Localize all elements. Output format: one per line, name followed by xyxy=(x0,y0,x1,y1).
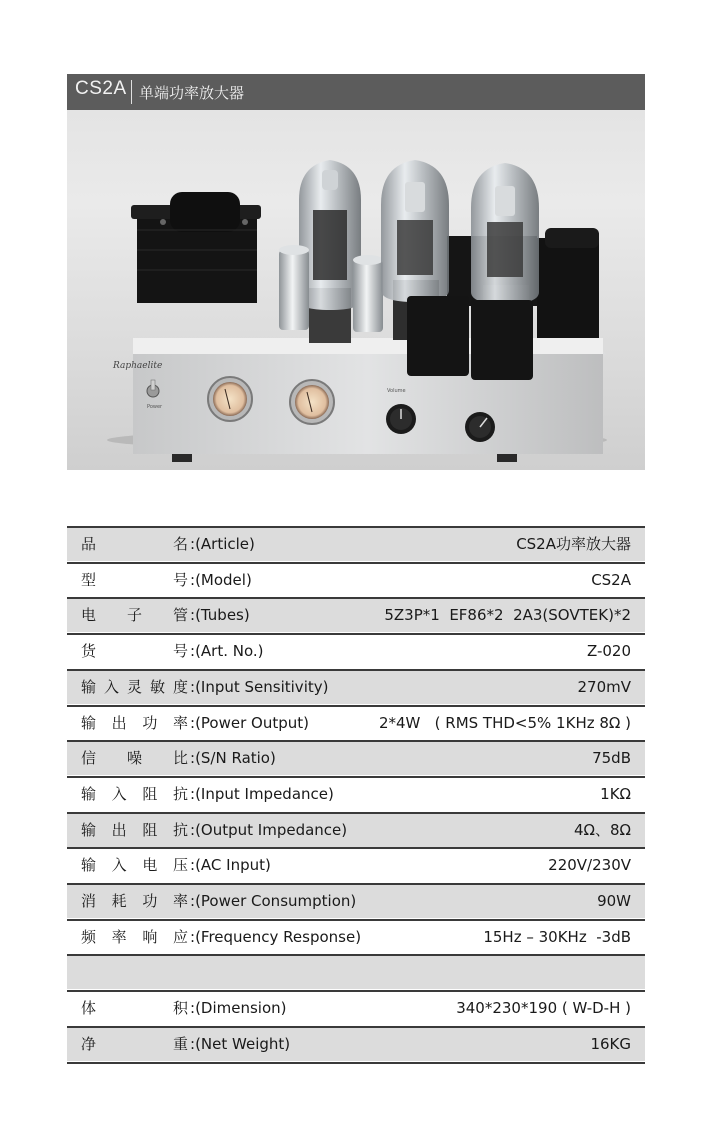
spec-row xyxy=(67,528,645,561)
spec-label-char: 率 xyxy=(172,892,188,910)
spec-label-cn xyxy=(81,707,188,740)
spec-label-en xyxy=(190,671,328,704)
output-transformer-left xyxy=(407,296,469,376)
spec-row xyxy=(67,599,645,632)
spec-row xyxy=(67,742,645,775)
spec-label-char: 体 xyxy=(81,999,97,1017)
spec-label-char: 抗 xyxy=(172,821,188,839)
spec-label-char: 率 xyxy=(111,928,127,946)
spec-label-en xyxy=(190,742,276,775)
spec-value: 220V/230V xyxy=(548,856,631,874)
vu-meter-left xyxy=(208,377,252,421)
spec-label-en-text: (S/N Ratio) xyxy=(195,749,276,767)
spec-label-en xyxy=(190,564,252,597)
spec-label-char: 输 xyxy=(81,856,97,874)
spec-value: 270mV xyxy=(577,678,631,696)
spec-label-char: 型 xyxy=(81,571,97,589)
spec-label-char: 子 xyxy=(126,606,142,624)
spec-label-en xyxy=(190,707,309,740)
spec-value: CS2A功率放大器 xyxy=(516,535,631,553)
spec-value: 5Z3P*1 EF86*2 2A3(SOVTEK)*2 xyxy=(384,606,631,624)
label-colon: : xyxy=(190,642,196,660)
spec-row xyxy=(67,1064,645,1097)
spec-label-char: 阻 xyxy=(142,821,158,839)
spec-label-cn xyxy=(81,849,188,882)
spec-label-char: 名 xyxy=(172,535,188,553)
spec-label-cn xyxy=(81,742,188,775)
spec-label-cn xyxy=(81,921,188,954)
input-tube-shield-left xyxy=(279,245,309,330)
spec-label-en xyxy=(190,885,356,918)
spec-label-char: 入 xyxy=(111,785,127,803)
spec-label-char: 率 xyxy=(172,714,188,732)
label-colon: : xyxy=(190,571,196,589)
spec-label-en xyxy=(190,814,347,847)
spec-label-en-text: (AC Input) xyxy=(195,856,271,874)
spec-label-char: 入 xyxy=(103,678,119,696)
spec-label-cn xyxy=(81,528,188,561)
spec-label-en-text: (Net Weight) xyxy=(195,1035,291,1053)
label-colon: : xyxy=(190,856,196,874)
spec-label-char: 号 xyxy=(172,642,188,660)
spec-label-en-text: (Input Sensitivity) xyxy=(195,678,329,696)
spec-value: 1KΩ xyxy=(600,785,631,803)
product-subtitle: 单端功率放大器 xyxy=(139,84,245,102)
selector-knob xyxy=(465,412,495,442)
spec-row xyxy=(67,671,645,704)
spec-row xyxy=(67,564,645,597)
spec-label-en-text: (Frequency Response) xyxy=(195,928,362,946)
spec-label-char: 入 xyxy=(111,856,127,874)
spec-label-char: 信 xyxy=(81,749,97,767)
spec-value: 340*230*190 ( W-D-H ) xyxy=(456,999,631,1017)
spec-label-char: 管 xyxy=(172,606,188,624)
spec-label-char: 净 xyxy=(81,1035,97,1053)
spec-label-cn xyxy=(81,885,188,918)
spec-label-cn xyxy=(81,671,188,704)
label-colon: : xyxy=(190,606,196,624)
spec-label-char: 功 xyxy=(142,714,158,732)
spec-label-en xyxy=(190,921,361,954)
input-tube-shield-right xyxy=(353,255,383,332)
spec-row xyxy=(67,992,645,1025)
spec-label-char: 阻 xyxy=(142,785,158,803)
power-label: Power xyxy=(147,404,163,410)
spec-label-char: 耗 xyxy=(111,892,127,910)
spec-label-char: 功 xyxy=(142,892,158,910)
spec-label-char: 出 xyxy=(111,821,127,839)
amplifier-photo xyxy=(67,110,645,470)
spec-label-char: 灵 xyxy=(126,678,142,696)
product-image-panel xyxy=(67,74,645,470)
spec-value: 4Ω、8Ω xyxy=(573,821,631,839)
power-transformer xyxy=(131,192,261,303)
label-colon: : xyxy=(190,714,196,732)
spec-row xyxy=(67,778,645,811)
spec-label-cn xyxy=(81,564,188,597)
spec-label-char: 积 xyxy=(172,999,188,1017)
spec-label-char: 重 xyxy=(172,1035,188,1053)
spec-label-char: 噪 xyxy=(126,749,142,767)
vu-meter-right xyxy=(290,380,334,424)
header-divider xyxy=(131,80,132,104)
spec-value: 15Hz – 30KHz -3dB xyxy=(483,928,631,946)
spec-row xyxy=(67,814,645,847)
spec-label-en xyxy=(190,849,271,882)
panel-header xyxy=(67,74,645,110)
spec-label-cn xyxy=(81,778,188,811)
spec-label-char: 电 xyxy=(142,856,158,874)
spec-label-char: 电 xyxy=(81,606,97,624)
spec-label-cn xyxy=(81,1064,188,1097)
spec-label-en xyxy=(190,1028,290,1061)
spec-value: 16KG xyxy=(590,1035,631,1053)
spec-label-char: 抗 xyxy=(172,785,188,803)
label-colon: : xyxy=(190,999,196,1017)
volume-label: Volume xyxy=(387,388,406,394)
label-colon: : xyxy=(190,785,196,803)
model-tag: CS2A xyxy=(75,78,127,99)
spec-label-char: 敏 xyxy=(149,678,165,696)
spec-row xyxy=(67,849,645,882)
spec-value: 75dB xyxy=(592,749,631,767)
spec-label-en-text: (Input Impedance) xyxy=(195,785,334,803)
label-colon: : xyxy=(190,535,196,553)
label-colon: : xyxy=(190,821,196,839)
output-transformer-mid xyxy=(471,300,533,380)
spec-label-char: 输 xyxy=(81,678,97,696)
spec-row xyxy=(67,885,645,918)
brand-script: Raphaelite xyxy=(113,361,163,371)
spec-value: 90W xyxy=(597,892,631,910)
spec-label-char: 频 xyxy=(81,928,97,946)
spec-label-char: 输 xyxy=(81,821,97,839)
spec-label-char: 输 xyxy=(81,785,97,803)
spec-value: Z-020 xyxy=(586,642,631,660)
spec-label-cn xyxy=(81,956,188,989)
spec-label-char: 品 xyxy=(81,535,97,553)
spec-label-en-text: (Tubes) xyxy=(195,606,250,624)
spec-label-en-text: (Art. No.) xyxy=(195,642,264,660)
spec-label-en xyxy=(190,635,264,668)
spec-label-en-text: (Article) xyxy=(195,535,255,553)
spec-label-cn xyxy=(81,1028,188,1061)
label-colon: : xyxy=(190,1035,196,1053)
spec-label-en-text: (Power Consumption) xyxy=(195,892,357,910)
spec-row xyxy=(67,1028,645,1061)
spec-label-char: 比 xyxy=(172,749,188,767)
spec-label-en-text: (Power Output) xyxy=(195,714,309,732)
spec-label-char: 度 xyxy=(172,678,188,696)
spec-label-cn xyxy=(81,814,188,847)
spec-value: 2*4W ( RMS THD<5% 1KHz 8Ω ) xyxy=(378,714,631,732)
spec-label-en-text: (Dimension) xyxy=(195,999,287,1017)
spec-label-char: 输 xyxy=(81,714,97,732)
spec-label-char: 压 xyxy=(172,856,188,874)
spec-label-en xyxy=(190,992,287,1025)
spec-row xyxy=(67,921,645,954)
label-colon: : xyxy=(190,892,196,910)
spec-label-char: 货 xyxy=(81,642,97,660)
spec-label-cn xyxy=(81,599,188,632)
label-colon: : xyxy=(190,928,196,946)
spec-row xyxy=(67,707,645,740)
spec-label-char: 号 xyxy=(172,571,188,589)
spec-label-en-text: (Output Impedance) xyxy=(195,821,348,839)
label-colon: : xyxy=(190,678,196,696)
spec-label-char: 应 xyxy=(172,928,188,946)
spec-label-cn xyxy=(81,635,188,668)
label-colon: : xyxy=(190,749,196,767)
volume-knob xyxy=(386,404,416,434)
spec-label-en-text: (Model) xyxy=(195,571,252,589)
spec-row xyxy=(67,956,645,989)
spec-label-char: 消 xyxy=(81,892,97,910)
spec-label-char: 出 xyxy=(111,714,127,732)
spec-label-en xyxy=(190,528,255,561)
spec-label-en xyxy=(190,599,250,632)
spec-label-en xyxy=(190,778,334,811)
spec-label-cn xyxy=(81,992,188,1025)
spec-label-char: 响 xyxy=(142,928,158,946)
spec-value: CS2A xyxy=(591,571,631,589)
spec-row xyxy=(67,635,645,668)
